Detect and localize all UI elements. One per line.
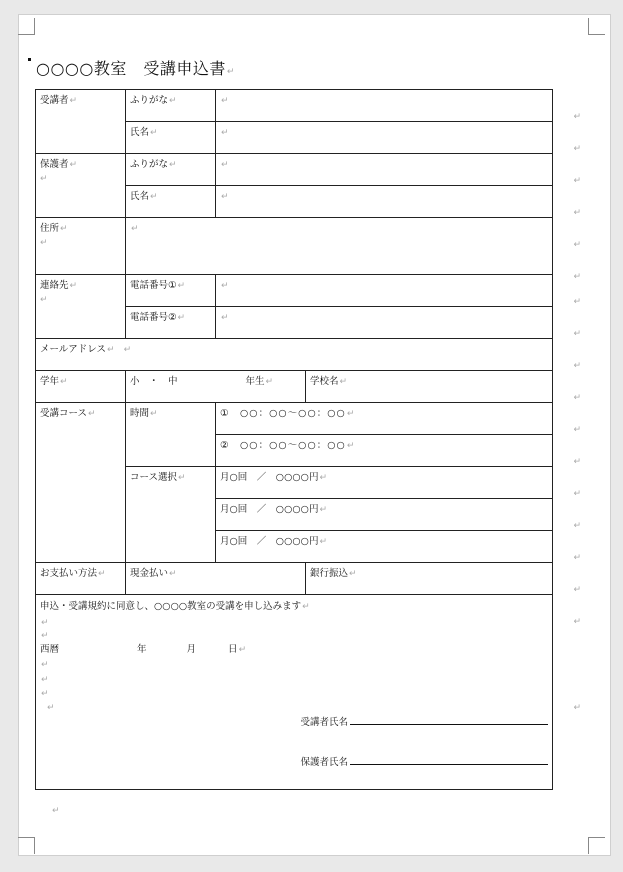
- grade-suffix: 年生: [245, 376, 265, 387]
- paragraph-mark-icon: ↵: [60, 224, 68, 234]
- paragraph-mark-icon: ↵: [41, 689, 49, 699]
- paragraph-mark-icon: ↵: [107, 345, 115, 355]
- agreement-cell: [36, 595, 553, 790]
- paragraph-mark-icon: ↵: [177, 281, 186, 291]
- time-option-2-text: ② ○○：○○～○○：○○: [220, 440, 346, 451]
- agreement-line: [40, 600, 310, 614]
- paragraph-mark-icon: ↵: [177, 313, 186, 323]
- paragraph-mark-icon: ↵: [131, 224, 139, 234]
- row-end-mark-icon: ↵: [573, 585, 581, 595]
- guardian-label-cell: [36, 154, 126, 218]
- row-end-mark-icon: ↵: [573, 361, 581, 371]
- paragraph-mark-icon: ↵: [169, 96, 177, 106]
- row-end-mark-icon: ↵: [573, 617, 581, 627]
- paragraph-mark-icon: ↵: [319, 505, 327, 515]
- title-text: ○○○○教室 受講申込書: [36, 59, 226, 78]
- school-name-label: 学校名: [310, 376, 339, 387]
- paragraph-mark-icon: ↵: [265, 377, 274, 387]
- paragraph-mark-icon: ↵: [98, 569, 106, 579]
- row-end-mark-icon: ↵: [573, 208, 581, 218]
- course-option-2[interactable]: [216, 499, 553, 531]
- paragraph-mark-icon: ↵: [150, 192, 158, 202]
- bullet-icon: [28, 58, 31, 61]
- student-furigana-label-cell: [126, 90, 216, 122]
- paragraph-mark-icon: ↵: [40, 295, 48, 305]
- paragraph-mark-icon: ↵: [69, 96, 78, 106]
- grade-school-type: 小 ・ 中: [130, 376, 178, 387]
- guardian-signature-line[interactable]: [301, 756, 549, 770]
- guardian-name-label: 氏名: [130, 191, 150, 202]
- student-furigana-label: ふりがな: [130, 95, 169, 106]
- student-signature-line[interactable]: [301, 716, 549, 730]
- grade-label: 学年: [40, 376, 60, 387]
- row-end-mark-icon: ↵: [573, 329, 581, 339]
- contact-label-cell: [36, 275, 126, 339]
- row-end-mark-icon: ↵: [573, 553, 581, 563]
- course-label: 受講コース: [40, 408, 88, 419]
- paragraph-mark-icon: ↵: [221, 281, 229, 291]
- contact-label: 連絡先: [40, 280, 69, 291]
- row-end-mark-icon: ↵: [573, 521, 581, 531]
- address-label: 住所: [40, 223, 60, 234]
- paragraph-mark-icon: ↵: [88, 409, 96, 419]
- payment-label-cell: [36, 563, 126, 595]
- paragraph-mark-icon: ↵: [221, 128, 229, 138]
- phone2-label-cell: [126, 307, 216, 339]
- phone2-label: 電話番号②: [130, 312, 177, 323]
- paragraph-mark-icon: ↵: [349, 569, 357, 579]
- paragraph-mark-icon: ↵: [69, 281, 78, 291]
- paragraph-mark-icon: ↵: [319, 473, 327, 483]
- course-select-label-cell: [126, 467, 216, 563]
- paragraph-mark-icon: ↵: [221, 192, 229, 202]
- date-day-label: 日: [228, 644, 238, 655]
- agreement-text: 申込・受講規約に同意し、○○○○教室の受講を申し込みます: [40, 601, 302, 612]
- row-end-mark-icon: ↵: [573, 297, 581, 307]
- payment-bank-text: 銀行振込: [310, 568, 349, 579]
- paragraph-mark-icon: ↵: [52, 806, 60, 816]
- student-label-cell: [36, 90, 126, 154]
- paragraph-mark-icon: ↵: [221, 96, 229, 106]
- paragraph-mark-icon: ↵: [302, 602, 310, 612]
- paragraph-mark-icon: ↵: [169, 569, 177, 579]
- student-signature-label: 受講者氏名: [300, 717, 349, 728]
- crop-mark-bottom-right: [588, 837, 605, 854]
- guardian-signature-underline: [350, 756, 548, 765]
- paragraph-mark-icon: ↵: [41, 631, 49, 641]
- phone1-field[interactable]: [216, 275, 553, 307]
- application-form-table: [35, 89, 553, 790]
- payment-cash-text: 現金払い: [130, 568, 169, 579]
- student-signature-underline: [350, 716, 548, 725]
- guardian-signature-label: 保護者氏名: [300, 757, 349, 768]
- row-end-mark-icon: ↵: [573, 425, 581, 435]
- guardian-furigana-field[interactable]: [216, 154, 553, 186]
- paragraph-mark-icon: ↵: [169, 160, 177, 170]
- date-year-label: 年: [137, 644, 147, 655]
- date-line[interactable]: [40, 643, 246, 657]
- paragraph-mark-icon: ↵: [221, 313, 229, 323]
- course-label-cell: [36, 403, 126, 563]
- row-end-mark-icon: ↵: [573, 112, 581, 122]
- guardian-furigana-label: ふりがな: [130, 159, 169, 170]
- email-field[interactable]: [36, 339, 553, 371]
- paragraph-mark-icon: ↵: [41, 618, 49, 628]
- guardian-furigana-label-cell: [126, 154, 216, 186]
- paragraph-mark-icon: ↵: [178, 473, 186, 483]
- paragraph-mark-icon: ↵: [41, 675, 49, 685]
- phone1-label-cell: [126, 275, 216, 307]
- course-option-1[interactable]: [216, 467, 553, 499]
- course-option-1-text: 月○回 ／ ○○○○円: [220, 472, 319, 483]
- student-name-field[interactable]: [216, 122, 553, 154]
- email-label: メールアドレス: [40, 344, 107, 355]
- paragraph-mark-icon: ↵: [40, 238, 48, 248]
- row-end-mark-icon: ↵: [573, 703, 581, 713]
- student-furigana-field[interactable]: [216, 90, 553, 122]
- guardian-name-label-cell: [126, 186, 216, 218]
- payment-label: お支払い方法: [40, 568, 98, 579]
- guardian-name-field[interactable]: [216, 186, 553, 218]
- row-end-mark-icon: ↵: [573, 272, 581, 282]
- row-end-mark-icon: ↵: [573, 176, 581, 186]
- paragraph-mark-icon: ↵: [41, 660, 49, 670]
- school-name-field[interactable]: [306, 371, 553, 403]
- paragraph-mark-icon: ↵: [150, 409, 158, 419]
- date-month-label: 月: [186, 644, 197, 655]
- grade-label-cell: [36, 371, 126, 403]
- time-option-1-text: ① ○○：○○～○○：○○: [220, 408, 346, 419]
- paragraph-mark-icon: ↵: [60, 377, 68, 387]
- course-option-3-text: 月○回 ／ ○○○○円: [220, 536, 319, 547]
- paragraph-mark-icon: ↵: [69, 160, 78, 170]
- guardian-label: 保護者: [40, 159, 69, 170]
- phone2-field[interactable]: [216, 307, 553, 339]
- student-name-label-cell: [126, 122, 216, 154]
- course-option-3[interactable]: [216, 531, 553, 563]
- payment-cash-option[interactable]: [126, 563, 306, 595]
- paragraph-mark-icon: ↵: [40, 174, 48, 184]
- paragraph-mark-icon: ↵: [47, 703, 55, 713]
- row-end-mark-icon: ↵: [573, 457, 581, 467]
- student-name-label: 氏名: [130, 127, 150, 138]
- paragraph-mark-icon: ↵: [346, 409, 355, 419]
- paragraph-mark-icon: ↵: [150, 128, 158, 138]
- address-label-cell: [36, 218, 126, 275]
- time-option-2[interactable]: [216, 435, 553, 467]
- payment-bank-option[interactable]: [306, 563, 553, 595]
- address-field[interactable]: [126, 218, 553, 275]
- paragraph-mark-icon: ↵: [346, 441, 355, 451]
- crop-mark-bottom-left: [18, 837, 35, 854]
- grade-field[interactable]: [126, 371, 306, 403]
- time-label: 時間: [130, 408, 150, 419]
- row-end-mark-icon: ↵: [573, 393, 581, 403]
- crop-mark-top-left: [18, 18, 35, 35]
- paragraph-mark-icon: ↵: [123, 345, 132, 355]
- paragraph-mark-icon: ↵: [339, 377, 348, 387]
- paragraph-mark-icon: ↵: [221, 160, 229, 170]
- time-label-cell: [126, 403, 216, 467]
- course-option-2-text: 月○回 ／ ○○○○円: [220, 504, 319, 515]
- paragraph-mark-icon: ↵: [238, 645, 247, 655]
- row-end-mark-icon: ↵: [573, 144, 581, 154]
- row-end-mark-icon: ↵: [573, 489, 581, 499]
- date-era-label: 西暦: [40, 644, 60, 655]
- crop-mark-top-right: [588, 18, 605, 35]
- phone1-label: 電話番号①: [130, 280, 177, 291]
- paragraph-mark-icon: ↵: [226, 67, 235, 77]
- course-select-label: コース選択: [130, 472, 178, 483]
- document-title[interactable]: [36, 56, 235, 79]
- paragraph-mark-icon: ↵: [319, 537, 327, 547]
- row-end-mark-icon: ↵: [573, 240, 581, 250]
- student-label: 受講者: [40, 95, 69, 106]
- time-option-1[interactable]: [216, 403, 553, 435]
